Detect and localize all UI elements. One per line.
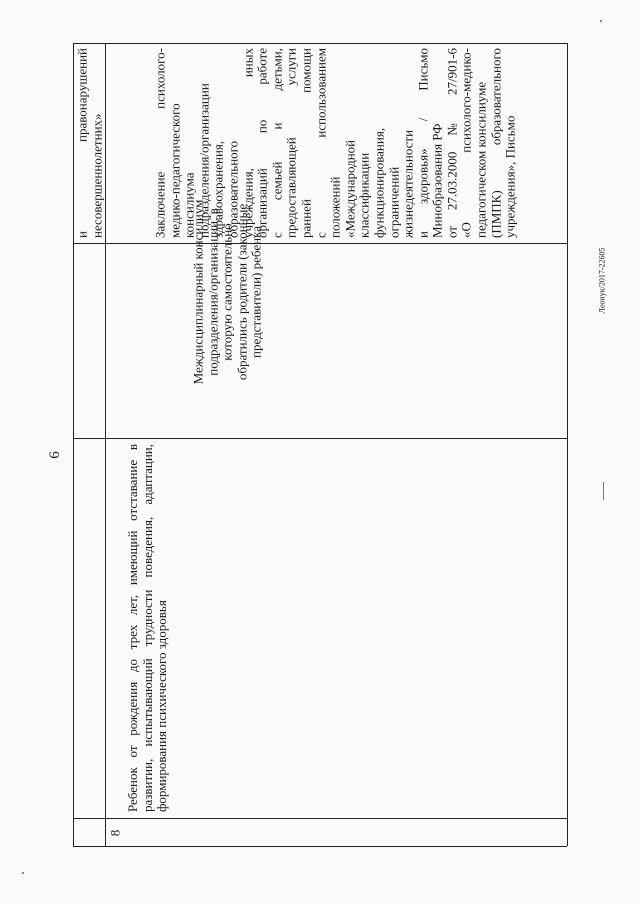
column-separator [73, 818, 567, 819]
basis-line: предоставляющей услуги [283, 48, 299, 238]
column-separator [73, 846, 567, 847]
basis-line: (ПМПК) образовательного [487, 48, 503, 238]
column-separator [73, 438, 567, 439]
column-separator [73, 243, 567, 244]
previous-row-basis-cell [73, 46, 104, 240]
basis-line: с использованием [312, 48, 328, 238]
basis-line: «Международной [341, 139, 357, 238]
row-number-cell [106, 819, 126, 846]
category-cell [108, 441, 188, 815]
basis-line: от 27.03.2000 № 27/901-6 [443, 48, 459, 238]
basis-line: организаций по работе [254, 48, 270, 238]
basis-line: консилиума [181, 172, 197, 238]
basis-line: Минобразования РФ [429, 123, 445, 238]
basis-line: учреждения», Письмо [502, 115, 518, 238]
prev-row-line: и правонарушений [73, 48, 89, 238]
basis-line: классификации [356, 152, 372, 238]
document-code: Леонук/2017-22605 [597, 247, 607, 313]
basis-line: медико-педагогического [166, 103, 182, 238]
page-number: 6 [46, 451, 63, 459]
basis-line: образовательного [225, 140, 241, 238]
basis-line: с семьей и детьми, [268, 48, 284, 238]
category-text: Ребенок от рождения до трех лет, имеющий отставание в развитии, испытывающий трудности поведения, адаптации, формирования психического здоровья [125, 444, 170, 812]
prev-row-line: несовершеннолетних» [88, 113, 104, 238]
basis-cell [106, 46, 565, 240]
basis-line: функционирования, [370, 127, 386, 238]
basis-line: и здоровья» / Письмо [414, 48, 430, 238]
basis-line: «О психолого-медико- [458, 48, 474, 238]
basis-line: ранней помощи [298, 48, 314, 238]
table-border [567, 43, 568, 846]
basis-line: учреждения, иных [239, 48, 255, 238]
scan-dot [22, 872, 24, 874]
basis-line: подразделения/организации [195, 83, 211, 238]
basis-line: педагогическом консилиуме [473, 81, 489, 238]
edge-mark [603, 482, 604, 500]
basis-line: ограничений [385, 166, 401, 238]
basis-line: Заключение психолого- [152, 48, 168, 238]
row-number: 8 [107, 829, 123, 836]
column-separator [73, 43, 567, 44]
organization-text: Междисциплинарный консилиум подразделения/организации, в которую самостоятельно обратились родители (законные представители) ребенка [190, 199, 264, 384]
basis-line: положений [327, 176, 343, 238]
scan-dot [600, 20, 602, 22]
basis-line: жизнедеятельности [400, 129, 416, 238]
basis-line: здравоохранения, [210, 140, 226, 238]
